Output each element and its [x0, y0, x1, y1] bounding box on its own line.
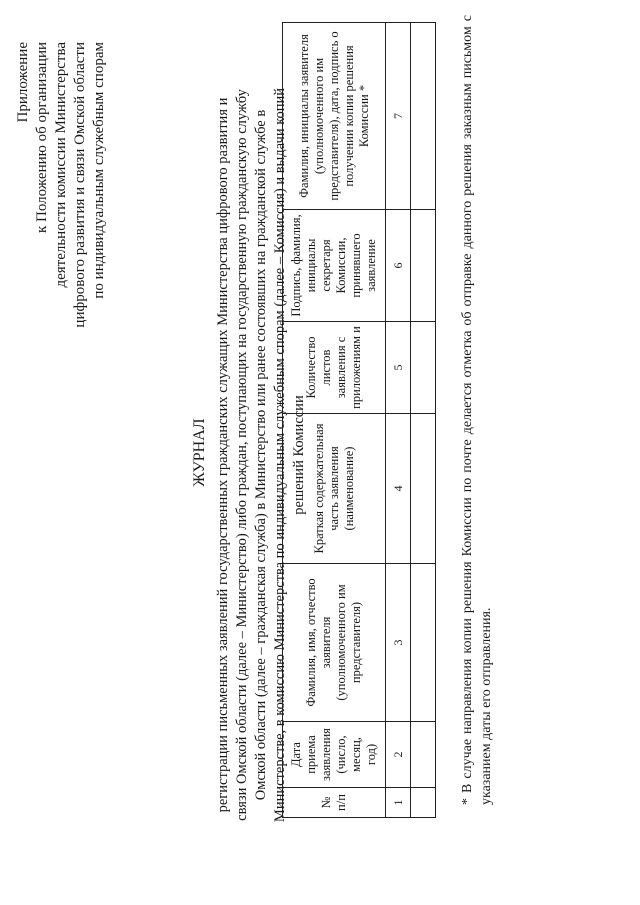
- column-number: 3: [386, 564, 411, 722]
- table-cell: [411, 210, 436, 322]
- column-header-applicant: Фамилия, имя, отчество заявителя (уполномоченного им представителя): [283, 564, 386, 722]
- table-cell: [411, 722, 436, 788]
- journal-table: [282, 22, 436, 818]
- column-number: 4: [386, 414, 411, 564]
- column-header-number: № п/п: [283, 788, 386, 818]
- table-cell: [411, 414, 436, 564]
- appendix-line: Приложение: [15, 42, 31, 123]
- appendix-line: деятельности комиссии Министерства: [53, 42, 69, 288]
- column-header-sheets: Количество листов заявления с приложениям и: [283, 322, 386, 414]
- table-cell: [411, 23, 436, 210]
- table-cell: [411, 788, 436, 818]
- appendix-line: по индивидуальным служебным спорам: [91, 42, 107, 299]
- appendix-line: к Положению об организации: [34, 42, 50, 234]
- table-cell: [411, 322, 436, 414]
- table-cell: [411, 564, 436, 722]
- column-number: 2: [386, 722, 411, 788]
- column-number: 5: [386, 322, 411, 414]
- table-header-row: [283, 23, 386, 818]
- column-header-secretary: Подпись, фамилия, инициалы секретаря Комиссии, принявшего заявление: [283, 210, 386, 322]
- journal-subtitle: регистрации письменных заявлений государственных гражданских служащих Министерства цифрового развития и связи Омской области (далее – Министерство) либо граждан, поступающих на государственную гражданскую службу Омской области (далее – гражданская служба) в Министерство или ранее состоявших на гражданской службе в Министерстве, в комиссию Министерства по индивидуальным служебным спорам (далее – Комиссия) и выдачи копий решений Комиссии: [215, 87, 307, 823]
- column-header-summary: Краткая содержательная часть заявления (наименование): [283, 414, 386, 564]
- column-number: 1: [386, 788, 411, 818]
- table-row: [386, 23, 411, 818]
- journal-title: ЖУРНАЛ: [191, 418, 208, 487]
- table-row: [411, 23, 436, 818]
- column-header-receipt: Фамилия, инициалы заявителя (уполномоченного им представителя), дата, подпись о получении копии решения Комиссии *: [283, 23, 386, 210]
- column-header-date: Дата приема заявления (число, месяц, год): [283, 722, 386, 788]
- column-number: 6: [386, 210, 411, 322]
- appendix-block: [14, 42, 109, 328]
- column-number: 7: [386, 23, 411, 210]
- appendix-line: цифрового развития и связи Омской области: [72, 42, 88, 328]
- footnote: * В случае направления копии решения Комиссии по почте делается отметка об отправке данного решения заказным письмом с указанием даты его отправления.: [460, 15, 494, 805]
